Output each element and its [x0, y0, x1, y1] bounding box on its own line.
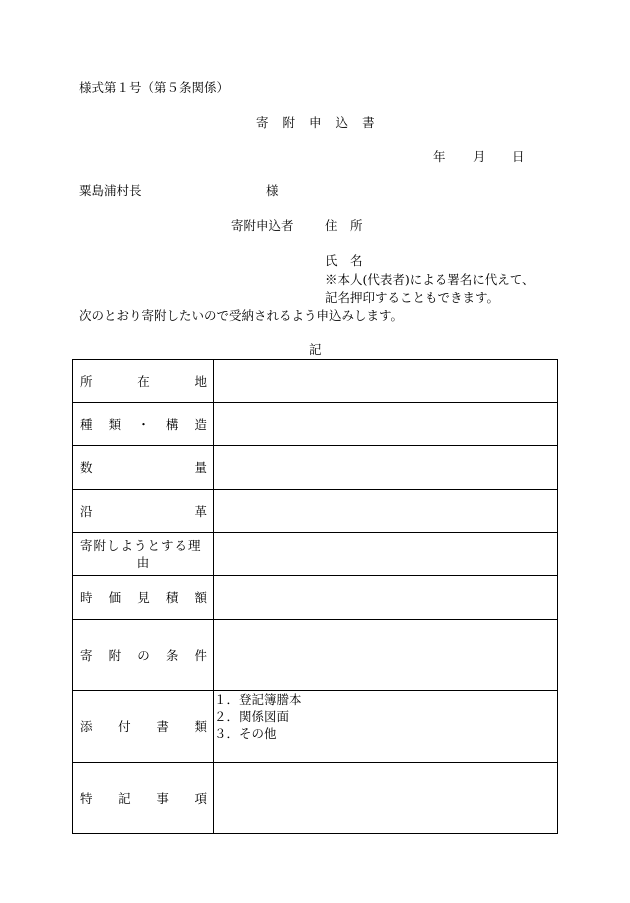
title-char: 附 — [282, 115, 296, 130]
address-label: 住 所 — [325, 218, 363, 233]
label-char: 沿 — [80, 503, 93, 519]
label-char: 造 — [194, 416, 207, 432]
title-char: 込 — [335, 115, 349, 130]
label-char: 見 — [137, 590, 150, 605]
attachment-item: ３．その他 — [214, 726, 277, 741]
label-char: 項 — [194, 790, 207, 806]
label-char: 在 — [137, 373, 150, 389]
label-char: 書 — [156, 719, 169, 734]
label-char: 類 — [108, 416, 122, 432]
value-conditions[interactable] — [214, 620, 558, 691]
label-char: 特 — [80, 790, 93, 806]
table-row — [73, 403, 558, 446]
date-year: 年 — [433, 149, 446, 164]
form-number: 様式第１号（第５条関係） — [79, 80, 230, 95]
value-reason[interactable] — [214, 533, 558, 576]
row-label-history — [73, 490, 214, 533]
table-row — [73, 691, 558, 763]
row-label-market-value — [73, 576, 214, 620]
table-row — [73, 446, 558, 490]
addressee-honorific: 様 — [266, 183, 279, 198]
label-char: 時 — [80, 590, 93, 605]
row-label-conditions — [73, 620, 214, 691]
table-row — [73, 620, 558, 691]
name-label: 氏 名 — [325, 253, 363, 268]
signature-note-line1: ※本人(代表者)による署名に代えて、 — [325, 272, 535, 287]
label-char: 価 — [108, 590, 122, 605]
label-char: 地 — [194, 373, 207, 389]
label-char: 数 — [80, 460, 93, 475]
label-char: 額 — [194, 590, 207, 605]
row-label-attachments — [73, 691, 214, 763]
row-label-reason — [73, 533, 214, 576]
label-char: 類 — [194, 719, 207, 734]
label-char: 添 — [80, 719, 93, 734]
addressee-name: 粟島浦村長 — [79, 183, 142, 198]
attachment-item: １．登記簿謄本 — [214, 692, 302, 707]
title-char: 書 — [362, 115, 375, 130]
label-char: 量 — [194, 460, 207, 475]
label-char: 事 — [156, 790, 169, 806]
label-char: の — [137, 647, 150, 663]
applicant-label: 寄附申込者 — [231, 218, 294, 233]
value-type-structure[interactable] — [214, 403, 558, 446]
label-char: 所 — [80, 373, 93, 389]
row-label-quantity — [73, 446, 214, 490]
value-location[interactable] — [214, 360, 558, 403]
document-title — [256, 115, 375, 131]
label-char: 付 — [118, 719, 131, 734]
label-line1: 寄附しようとする理 — [80, 538, 202, 553]
ki-heading: 記 — [309, 342, 322, 357]
title-char: 申 — [309, 115, 322, 130]
label-char: 積 — [165, 590, 179, 605]
value-history[interactable] — [214, 490, 558, 533]
title-char: 寄 — [256, 115, 269, 130]
table-row — [73, 360, 558, 403]
table-row — [73, 490, 558, 533]
label-char: 記 — [118, 790, 131, 806]
donation-form-table — [72, 359, 558, 834]
label-char: 附 — [108, 647, 122, 663]
label-line2: 由 — [136, 555, 151, 570]
label-char: ・ — [137, 416, 150, 432]
value-attachments — [214, 691, 558, 763]
row-label-type-structure — [73, 403, 214, 446]
label-char: 件 — [194, 647, 207, 663]
attachment-item: ２．関係図面 — [214, 709, 290, 724]
label-char: 構 — [165, 416, 179, 432]
table-row — [73, 576, 558, 620]
label-char: 条 — [165, 647, 179, 663]
value-market-value[interactable] — [214, 576, 558, 620]
intro-text: 次のとおり寄附したいので受納されるよう申込みします。 — [79, 308, 404, 323]
table-row — [73, 533, 558, 576]
value-quantity[interactable] — [214, 446, 558, 490]
row-label-location — [73, 360, 214, 403]
value-remarks[interactable] — [214, 763, 558, 834]
table-row — [73, 763, 558, 834]
signature-note-line2: 記名押印することもできます。 — [325, 290, 500, 305]
row-label-remarks — [73, 763, 214, 834]
date-day: 日 — [512, 149, 525, 164]
label-char: 寄 — [80, 647, 93, 663]
label-char: 革 — [194, 503, 207, 519]
label-char: 種 — [80, 416, 93, 432]
date-month: 月 — [473, 149, 486, 164]
